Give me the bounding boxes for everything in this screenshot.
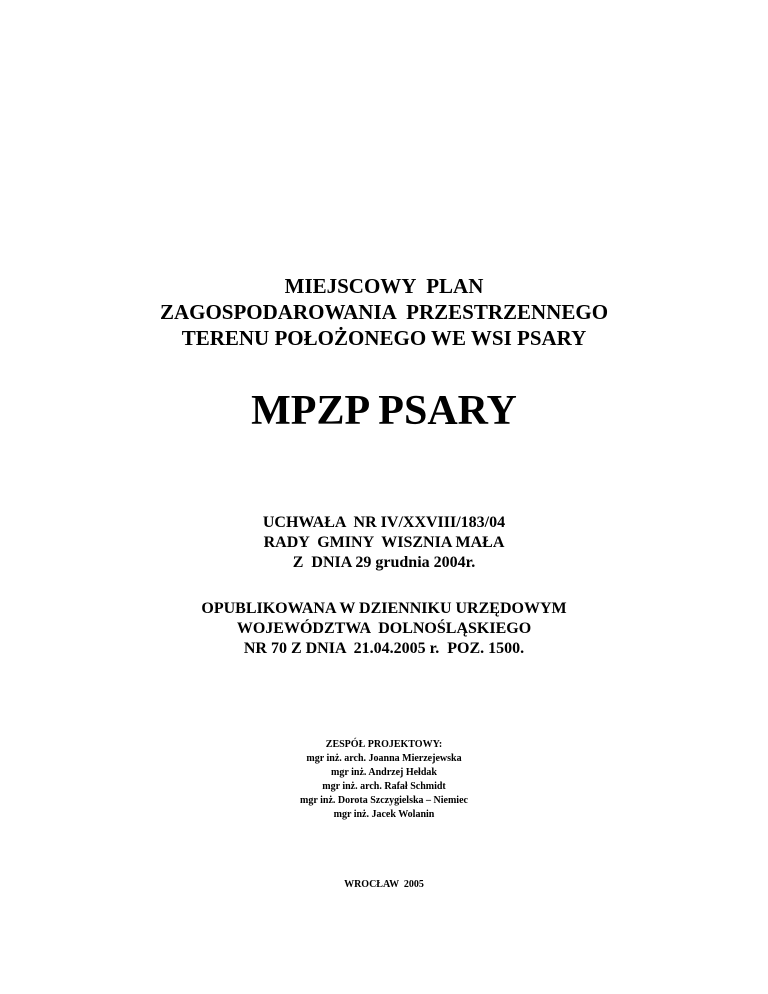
place-and-year — [0, 878, 768, 892]
main-title — [0, 386, 768, 436]
publication-line: NR 70 Z DNIA 21.04.2005 r. POZ. 1500. — [243, 640, 525, 657]
plan-title-line: TERENU POŁOŻONEGO WE WSI PSARY — [181, 326, 587, 350]
plan-title — [0, 273, 768, 351]
team-member: mgr inż. Dorota Szczygielska – Niemiec — [300, 795, 468, 806]
publication-line: WOJEWÓDZTWA DOLNOŚLĄSKIEGO — [236, 620, 532, 637]
resolution-number: UCHWAŁA NR IV/XXVIII/183/04 — [262, 514, 506, 531]
resolution-council: RADY GMINY WISZNIA MAŁA — [263, 534, 505, 551]
team-member: mgr inż. Jacek Wolanin — [333, 809, 435, 820]
plan-title-line: MIEJSCOWY PLAN — [284, 274, 484, 298]
project-team-heading: ZESPÓŁ PROJEKTOWY: — [325, 739, 443, 750]
team-member: mgr inż. arch. Rafał Schmidt — [322, 781, 446, 792]
resolution-date: Z DNIA 29 grudnia 2004r. — [292, 554, 476, 571]
resolution-info — [0, 513, 768, 573]
place-and-year-text: WROCŁAW 2005 — [344, 879, 424, 890]
publication-line: OPUBLIKOWANA W DZIENNIKU URZĘDOWYM — [201, 600, 567, 617]
team-member: mgr inż. arch. Joanna Mierzejewska — [306, 753, 462, 764]
publication-info — [0, 599, 768, 659]
project-team — [0, 738, 768, 822]
main-title-text: MPZP PSARY — [251, 388, 517, 434]
team-member: mgr inż. Andrzej Hełdak — [331, 767, 437, 778]
plan-title-line: ZAGOSPODAROWANIA PRZESTRZENNEGO — [159, 300, 609, 324]
